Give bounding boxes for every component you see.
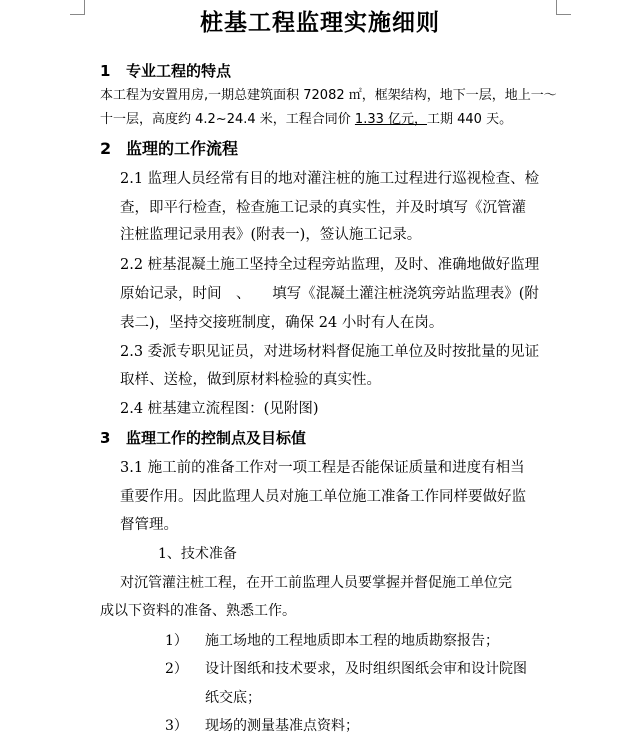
paragraph-line: 2.1 监理人员经常有目的地对灌注桩的施工过程进行巡视检查、检	[120, 171, 540, 187]
list-item-number: 2）	[165, 661, 188, 677]
contract-price: 1.33 亿元，	[354, 112, 427, 127]
paragraph-line: 2.3 委派专职见证员，对进场材料督促施工单位及时按批量的见证	[120, 344, 540, 360]
paragraph-line: 督管理。	[120, 517, 178, 533]
paragraph-line: 注桩监理记录用表》(附表一)，签认施工记录。	[120, 227, 422, 243]
list-item-text: 设计图纸和技术要求，及时组织图纸会审和设计院图	[205, 661, 527, 677]
paragraph-line: 2.2 桩基混凝土施工坚持全过程旁站监理，及时、准确地做好监理	[120, 257, 540, 273]
paragraph-line: 成以下资料的准备、熟悉工作。	[100, 603, 296, 619]
list-item-text: 施工场地的工程地质即本工程的地质勘察报告；	[205, 633, 499, 649]
paragraph-line: 表二)，坚持交接班制度，确保 24 小时有人在岗。	[120, 315, 444, 331]
paragraph-line: 取样、送检，做到原材料检验的真实性。	[120, 372, 381, 388]
list-item-number: 3）	[165, 718, 188, 734]
paragraph-line: 重要作用。因此监理人员对施工单位施工准备工作同样要做好监	[120, 489, 526, 505]
list-item-text: 纸交底；	[205, 690, 261, 706]
paragraph-line: 查，即平行检查，检查施工记录的真实性，并及时填写《沉管灌	[120, 200, 526, 216]
document-title: 桩基工程监理实施细则	[200, 9, 440, 36]
section-1-heading: 1 专业工程的特点	[100, 62, 232, 80]
paragraph-line: 十一层，高度约 4.2~24.4 米，工程合同价 1.33 亿元，工期 440 天。	[100, 112, 513, 127]
paragraph-line: 3.1 施工前的准备工作对一项工程是否能保证质量和进度有相当	[120, 460, 525, 476]
list-item-number: 1）	[165, 633, 188, 649]
list-item-text: 现场的测量基准点资料；	[205, 718, 359, 734]
section-2-heading: 2 监理的工作流程	[100, 139, 239, 158]
paragraph-line: 原始记录，时间 、 填写《混凝土灌注桩浇筑旁站监理表》(附	[120, 286, 539, 302]
paragraph-line: 对沉管灌注桩工程，在开工前监理人员要掌握并督促施工单位完	[120, 575, 512, 591]
paragraph-line: 本工程为安置用房,一期总建筑面积 72082 ㎡，框架结构，地下一层，地上一～	[100, 88, 557, 103]
subheading-technical-prep: 1、技术准备	[158, 546, 237, 562]
paragraph-line: 2.4 桩基建立流程图：(见附图)	[120, 401, 319, 417]
section-3-heading: 3 监理工作的控制点及目标值	[100, 429, 307, 447]
